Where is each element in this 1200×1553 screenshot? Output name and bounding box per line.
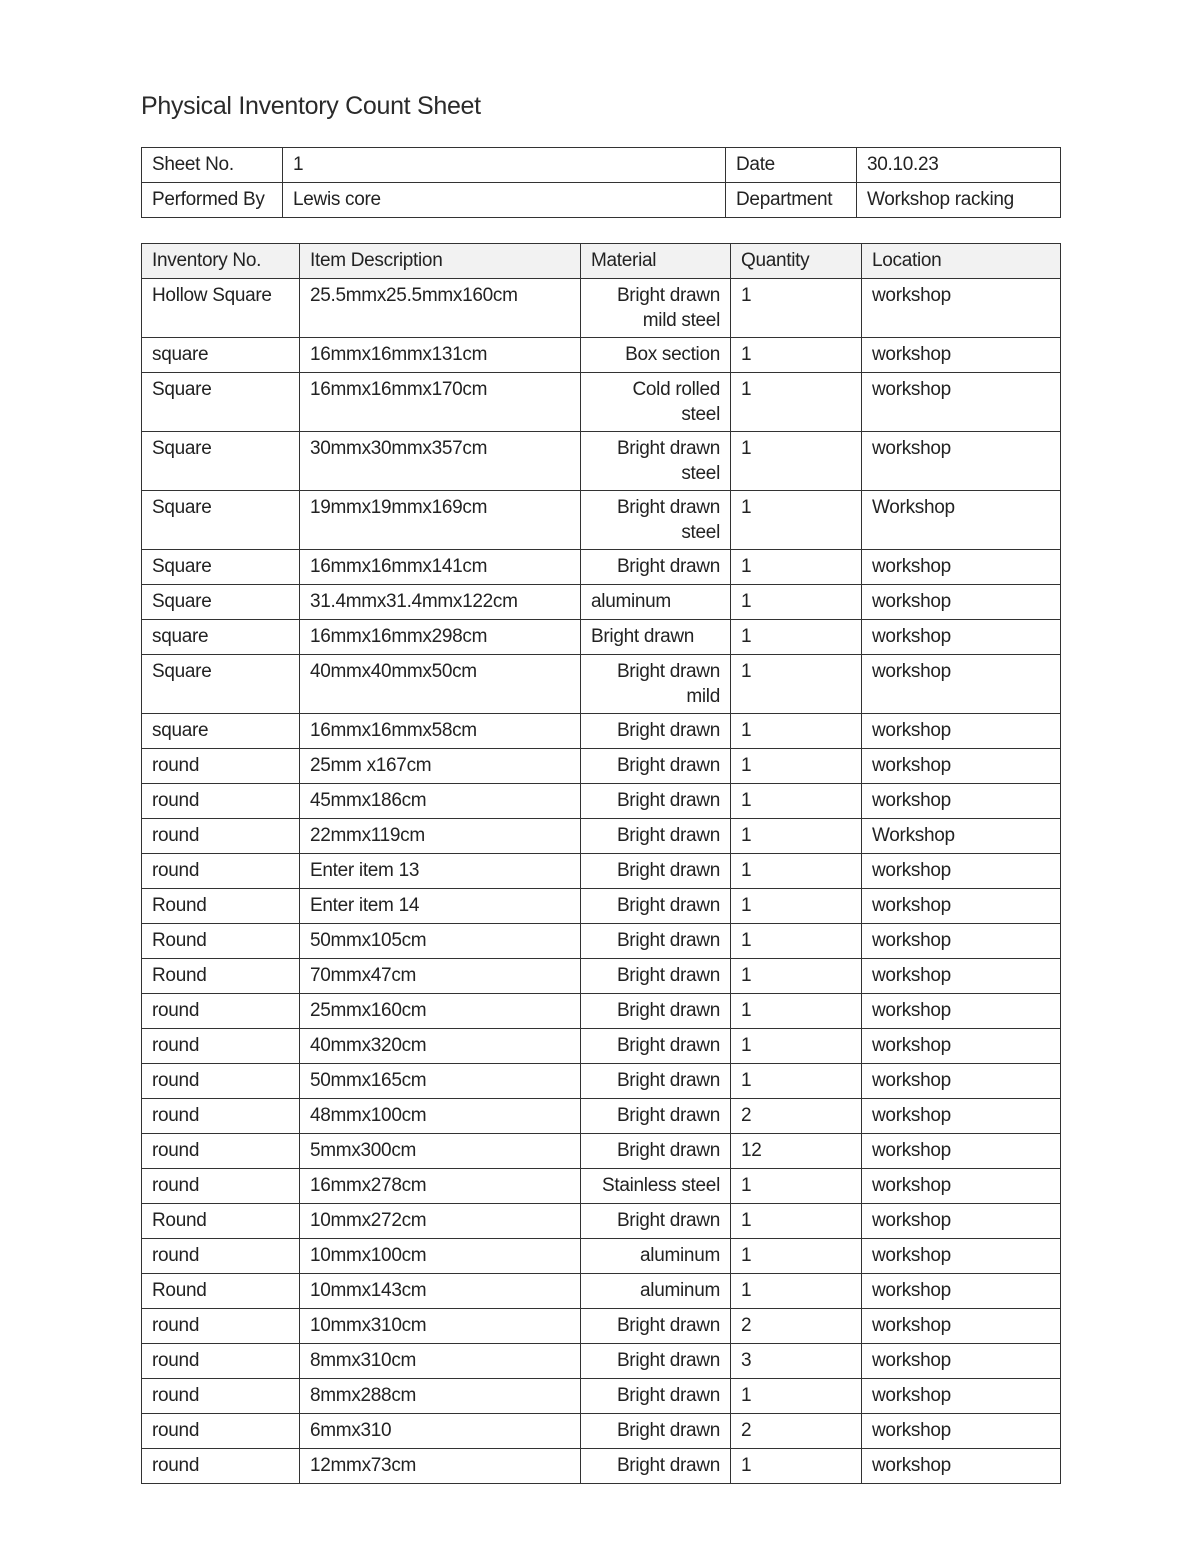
material-cell[interactable]: Bright drawn (581, 1064, 731, 1099)
quantity-cell[interactable]: 1 (731, 924, 862, 959)
table-row (142, 924, 1061, 959)
material-cell[interactable]: Bright drawn (581, 1309, 731, 1344)
location-cell[interactable]: Workshop (862, 491, 1061, 550)
material-cell[interactable]: Bright drawn mild steel (581, 279, 731, 338)
sheet-info-row (142, 148, 1061, 183)
material-cell[interactable]: aluminum (581, 585, 731, 620)
table-row (142, 994, 1061, 1029)
location-cell[interactable]: workshop (862, 373, 1061, 432)
material-cell[interactable]: Bright drawn (581, 1449, 731, 1484)
material-cell[interactable]: Bright drawn (581, 1414, 731, 1449)
inventory-no-cell[interactable]: round (142, 1414, 300, 1449)
table-row (142, 279, 1061, 338)
table-row (142, 1064, 1061, 1099)
location-cell[interactable]: workshop (862, 784, 1061, 819)
location-cell[interactable]: workshop (862, 1099, 1061, 1134)
inventory-no-cell[interactable]: round (142, 1344, 300, 1379)
material-cell[interactable]: aluminum (581, 1274, 731, 1309)
location-cell[interactable]: workshop (862, 1064, 1061, 1099)
department-value[interactable]: Workshop racking (857, 183, 1061, 218)
material-cell[interactable]: Bright drawn (581, 924, 731, 959)
location-cell[interactable]: workshop (862, 889, 1061, 924)
material-cell[interactable]: Stainless steel (581, 1169, 731, 1204)
inventory-no-cell[interactable]: Round (142, 1274, 300, 1309)
location-cell[interactable]: workshop (862, 1169, 1061, 1204)
table-row (142, 432, 1061, 491)
location-cell[interactable]: Workshop (862, 819, 1061, 854)
material-cell[interactable]: Bright drawn (581, 959, 731, 994)
location-cell[interactable]: workshop (862, 924, 1061, 959)
inventory-no-cell[interactable]: Square (142, 432, 300, 491)
material-cell[interactable]: Bright drawn (581, 1379, 731, 1414)
quantity-cell[interactable]: 1 (731, 550, 862, 585)
inventory-no-cell[interactable]: Square (142, 585, 300, 620)
page-title: Physical Inventory Count Sheet (141, 92, 481, 120)
table-row (142, 819, 1061, 854)
quantity-cell[interactable]: 1 (731, 1029, 862, 1064)
item-description-cell[interactable]: 25.5mmx25.5mmx160cm (300, 279, 581, 338)
table-row (142, 491, 1061, 550)
quantity-cell[interactable]: 1 (731, 279, 862, 338)
material-cell[interactable]: Bright drawn (581, 1134, 731, 1169)
inventory-no-cell[interactable]: Square (142, 550, 300, 585)
inventory-no-cell[interactable]: Square (142, 373, 300, 432)
sheet-no-label: Sheet No. (142, 148, 283, 183)
item-description-cell[interactable]: 16mmx278cm (300, 1169, 581, 1204)
material-cell[interactable]: Bright drawn (581, 1099, 731, 1134)
inventory-no-cell[interactable]: Round (142, 889, 300, 924)
table-row (142, 585, 1061, 620)
inventory-no-cell[interactable]: round (142, 1239, 300, 1274)
table-row (142, 1449, 1061, 1484)
item-description-cell[interactable]: 8mmx288cm (300, 1379, 581, 1414)
table-row (142, 1169, 1061, 1204)
department-label: Department (726, 183, 857, 218)
date-value[interactable]: 30.10.23 (857, 148, 1061, 183)
inventory-no-cell[interactable]: Round (142, 1204, 300, 1239)
quantity-cell[interactable]: 1 (731, 784, 862, 819)
quantity-cell[interactable]: 1 (731, 620, 862, 655)
location-cell[interactable]: workshop (862, 1239, 1061, 1274)
inventory-no-cell[interactable]: round (142, 749, 300, 784)
table-row (142, 620, 1061, 655)
sheet-no-value[interactable]: 1 (283, 148, 726, 183)
item-description-cell[interactable]: 16mmx16mmx141cm (300, 550, 581, 585)
material-cell[interactable]: Bright drawn mild (581, 655, 731, 714)
location-cell[interactable]: workshop (862, 1204, 1061, 1239)
material-cell[interactable]: Bright drawn (581, 889, 731, 924)
item-description-cell[interactable]: 25mm x167cm (300, 749, 581, 784)
location-cell[interactable]: workshop (862, 550, 1061, 585)
inventory-no-cell[interactable]: round (142, 994, 300, 1029)
item-description-cell[interactable]: Enter item 14 (300, 889, 581, 924)
quantity-cell[interactable]: 1 (731, 491, 862, 550)
location-cell[interactable]: workshop (862, 994, 1061, 1029)
location-cell[interactable]: workshop (862, 854, 1061, 889)
item-description-cell[interactable]: 8mmx310cm (300, 1344, 581, 1379)
table-row (142, 550, 1061, 585)
item-description-cell[interactable]: 50mmx105cm (300, 924, 581, 959)
material-cell[interactable]: Bright drawn steel (581, 491, 731, 550)
table-row (142, 1029, 1061, 1064)
inventory-no-cell[interactable]: square (142, 338, 300, 373)
inventory-no-cell[interactable]: round (142, 1029, 300, 1064)
item-description-cell[interactable]: 50mmx165cm (300, 1064, 581, 1099)
item-description-cell[interactable]: 40mmx40mmx50cm (300, 655, 581, 714)
inventory-no-cell[interactable]: round (142, 784, 300, 819)
inventory-no-cell[interactable]: round (142, 1099, 300, 1134)
inventory-body (142, 279, 1061, 1484)
quantity-cell[interactable]: 1 (731, 959, 862, 994)
quantity-cell[interactable]: 2 (731, 1309, 862, 1344)
table-row (142, 1204, 1061, 1239)
quantity-cell[interactable]: 3 (731, 1344, 862, 1379)
inventory-no-cell[interactable]: round (142, 1379, 300, 1414)
quantity-cell[interactable]: 1 (731, 1239, 862, 1274)
table-row (142, 373, 1061, 432)
quantity-cell[interactable]: 1 (731, 338, 862, 373)
quantity-cell[interactable]: 2 (731, 1414, 862, 1449)
inventory-no-cell[interactable]: round (142, 1134, 300, 1169)
item-description-cell[interactable]: 10mmx100cm (300, 1239, 581, 1274)
table-row (142, 1379, 1061, 1414)
quantity-cell[interactable]: 1 (731, 819, 862, 854)
sheet-info-table (141, 147, 1061, 218)
material-cell[interactable]: Bright drawn (581, 550, 731, 585)
item-description-cell[interactable]: Enter item 13 (300, 854, 581, 889)
item-description-cell[interactable]: 45mmx186cm (300, 784, 581, 819)
material-cell[interactable]: Bright drawn (581, 994, 731, 1029)
item-description-cell[interactable]: 16mmx16mmx58cm (300, 714, 581, 749)
table-row (142, 338, 1061, 373)
inventory-no-cell[interactable]: Square (142, 491, 300, 550)
material-cell[interactable]: Bright drawn (581, 749, 731, 784)
table-row (142, 749, 1061, 784)
inventory-no-cell[interactable]: Square (142, 655, 300, 714)
table-row (142, 655, 1061, 714)
location-cell[interactable]: workshop (862, 1309, 1061, 1344)
table-row (142, 1414, 1061, 1449)
inventory-no-cell[interactable]: square (142, 714, 300, 749)
item-description-cell[interactable]: 6mmx310 (300, 1414, 581, 1449)
quantity-cell[interactable]: 1 (731, 749, 862, 784)
item-description-cell[interactable]: 25mmx160cm (300, 994, 581, 1029)
material-cell[interactable]: Cold rolled steel (581, 373, 731, 432)
inventory-no-cell[interactable]: round (142, 1309, 300, 1344)
item-description-cell[interactable]: 16mmx16mmx131cm (300, 338, 581, 373)
material-cell[interactable]: Bright drawn (581, 1029, 731, 1064)
quantity-cell[interactable]: 1 (731, 655, 862, 714)
inventory-no-cell[interactable]: round (142, 1169, 300, 1204)
performed-by-label: Performed By (142, 183, 283, 218)
location-cell[interactable]: workshop (862, 620, 1061, 655)
item-description-cell[interactable]: 48mmx100cm (300, 1099, 581, 1134)
quantity-cell[interactable]: 1 (731, 373, 862, 432)
material-cell[interactable]: Bright drawn steel (581, 432, 731, 491)
item-description-cell[interactable]: 10mmx310cm (300, 1309, 581, 1344)
item-description-cell[interactable]: 10mmx272cm (300, 1204, 581, 1239)
table-row (142, 1239, 1061, 1274)
location-cell[interactable]: workshop (862, 1029, 1061, 1064)
table-row (142, 1309, 1061, 1344)
quantity-cell[interactable]: 1 (731, 585, 862, 620)
table-row (142, 714, 1061, 749)
table-row (142, 959, 1061, 994)
inventory-no-cell[interactable]: Round (142, 924, 300, 959)
inventory-no-cell[interactable]: round (142, 819, 300, 854)
material-cell[interactable]: Bright drawn (581, 784, 731, 819)
table-row (142, 1099, 1061, 1134)
header-material: Material (581, 244, 731, 279)
location-cell[interactable]: workshop (862, 1414, 1061, 1449)
inventory-no-cell[interactable]: round (142, 1064, 300, 1099)
inventory-no-cell[interactable]: square (142, 620, 300, 655)
material-cell[interactable]: Bright drawn (581, 620, 731, 655)
location-cell[interactable]: workshop (862, 959, 1061, 994)
location-cell[interactable]: workshop (862, 655, 1061, 714)
table-row (142, 784, 1061, 819)
material-cell[interactable]: Bright drawn (581, 1204, 731, 1239)
location-cell[interactable]: workshop (862, 585, 1061, 620)
table-row (142, 1134, 1061, 1169)
inventory-no-cell[interactable]: Hollow Square (142, 279, 300, 338)
inventory-header-row (142, 244, 1061, 279)
header-quantity: Quantity (731, 244, 862, 279)
inventory-no-cell[interactable]: Round (142, 959, 300, 994)
item-description-cell[interactable]: 16mmx16mmx298cm (300, 620, 581, 655)
header-item-description: Item Description (300, 244, 581, 279)
inventory-no-cell[interactable]: round (142, 854, 300, 889)
quantity-cell[interactable]: 1 (731, 432, 862, 491)
quantity-cell[interactable]: 1 (731, 1204, 862, 1239)
material-cell[interactable]: aluminum (581, 1239, 731, 1274)
material-cell[interactable]: Bright drawn (581, 819, 731, 854)
table-row (142, 1344, 1061, 1379)
quantity-cell[interactable]: 12 (731, 1134, 862, 1169)
location-cell[interactable]: workshop (862, 714, 1061, 749)
item-description-cell[interactable]: 22mmx119cm (300, 819, 581, 854)
item-description-cell[interactable]: 19mmx19mmx169cm (300, 491, 581, 550)
material-cell[interactable]: Bright drawn (581, 854, 731, 889)
location-cell[interactable]: workshop (862, 749, 1061, 784)
location-cell[interactable]: workshop (862, 1449, 1061, 1484)
item-description-cell[interactable]: 30mmx30mmx357cm (300, 432, 581, 491)
quantity-cell[interactable]: 1 (731, 1274, 862, 1309)
table-row (142, 889, 1061, 924)
inventory-no-cell[interactable]: round (142, 1449, 300, 1484)
item-description-cell[interactable]: 70mmx47cm (300, 959, 581, 994)
material-cell[interactable]: Bright drawn (581, 1344, 731, 1379)
quantity-cell[interactable]: 1 (731, 994, 862, 1029)
material-cell[interactable]: Bright drawn (581, 714, 731, 749)
material-cell[interactable]: Box section (581, 338, 731, 373)
header-location: Location (862, 244, 1061, 279)
quantity-cell[interactable]: 1 (731, 714, 862, 749)
location-cell[interactable]: workshop (862, 432, 1061, 491)
location-cell[interactable]: workshop (862, 338, 1061, 373)
quantity-cell[interactable]: 1 (731, 1449, 862, 1484)
quantity-cell[interactable]: 1 (731, 1379, 862, 1414)
quantity-cell[interactable]: 1 (731, 854, 862, 889)
quantity-cell[interactable]: 2 (731, 1099, 862, 1134)
item-description-cell[interactable]: 10mmx143cm (300, 1274, 581, 1309)
location-cell[interactable]: workshop (862, 279, 1061, 338)
item-description-cell[interactable]: 31.4mmx31.4mmx122cm (300, 585, 581, 620)
location-cell[interactable]: workshop (862, 1379, 1061, 1414)
item-description-cell[interactable]: 40mmx320cm (300, 1029, 581, 1064)
header-inventory-no: Inventory No. (142, 244, 300, 279)
item-description-cell[interactable]: 5mmx300cm (300, 1134, 581, 1169)
inventory-table (141, 243, 1061, 1484)
location-cell[interactable]: workshop (862, 1344, 1061, 1379)
quantity-cell[interactable]: 1 (731, 1064, 862, 1099)
table-row (142, 1274, 1061, 1309)
quantity-cell[interactable]: 1 (731, 889, 862, 924)
table-row (142, 854, 1061, 889)
item-description-cell[interactable]: 12mmx73cm (300, 1449, 581, 1484)
location-cell[interactable]: workshop (862, 1134, 1061, 1169)
quantity-cell[interactable]: 1 (731, 1169, 862, 1204)
sheet-info-row (142, 183, 1061, 218)
item-description-cell[interactable]: 16mmx16mmx170cm (300, 373, 581, 432)
location-cell[interactable]: workshop (862, 1274, 1061, 1309)
performed-by-value[interactable]: Lewis core (283, 183, 726, 218)
date-label: Date (726, 148, 857, 183)
